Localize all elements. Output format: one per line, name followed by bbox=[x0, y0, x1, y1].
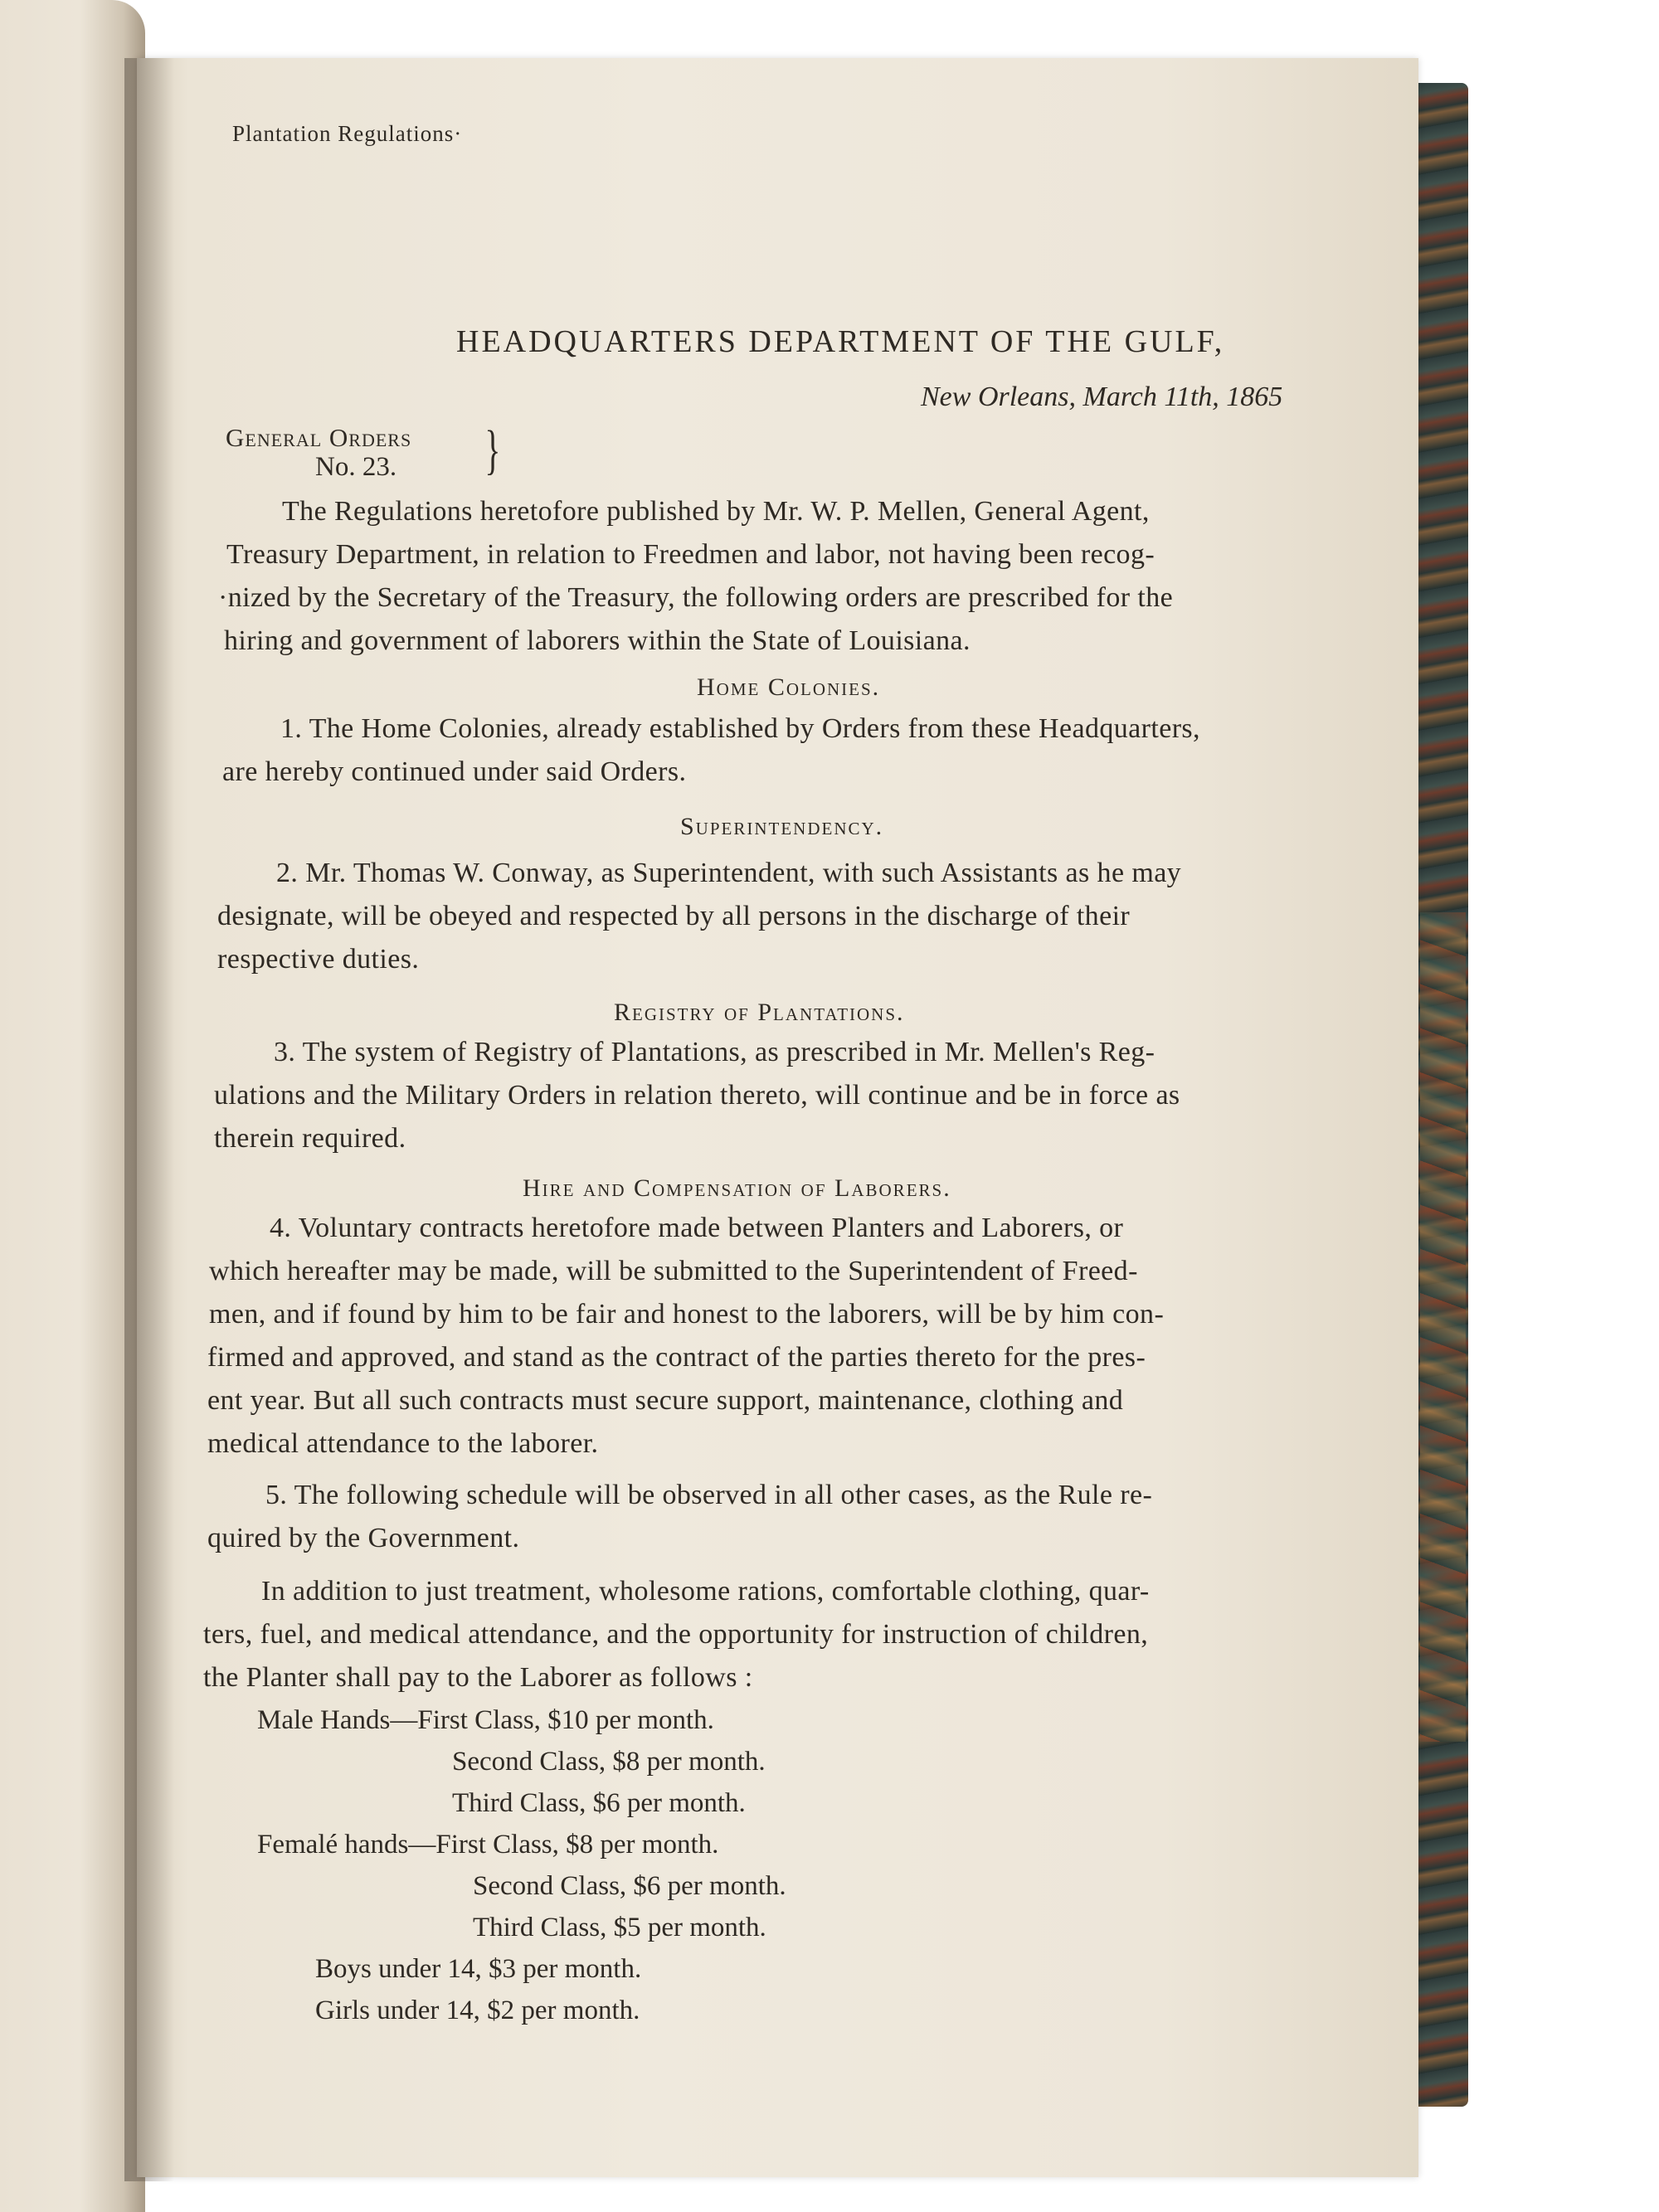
para4-line-2: which hereafter may be made, will be submitted to the Superintendent of Freed- bbox=[209, 1256, 1138, 1286]
para6-line-1: In addition to just treatment, wholesome rations, comfortable clothing, quar- bbox=[261, 1576, 1150, 1607]
wage-female-first: Femalé hands—First Class, $8 per month. bbox=[257, 1830, 719, 1860]
wage-male-second: Second Class, $8 per month. bbox=[452, 1747, 766, 1777]
orders-brace: } bbox=[484, 420, 501, 480]
para6-line-2: ters, fuel, and medical attendance, and the opportunity for instruction of children, bbox=[203, 1619, 1149, 1650]
wage-boys: Boys under 14, $3 per month. bbox=[315, 1954, 642, 1984]
para1-line-1: 1. The Home Colonies, already established by Orders from these Headquarters, bbox=[280, 713, 1200, 744]
para1-line-2: are hereby continued under said Orders. bbox=[222, 756, 687, 787]
general-orders-number: No. 23. bbox=[315, 452, 397, 482]
running-head: Plantation Regulations· bbox=[232, 121, 463, 146]
para2-line-2: designate, will be obeyed and respected by all persons in the discharge of their bbox=[217, 901, 1131, 931]
para4-line-5: ent year. But all such contracts must secure support, maintenance, clothing and bbox=[207, 1385, 1124, 1416]
section-registry: Registry of Plantations. bbox=[614, 999, 905, 1026]
para3-line-2: ulations and the Military Orders in relation thereto, will continue and be in force as bbox=[214, 1080, 1180, 1111]
para6-line-3: the Planter shall pay to the Laborer as follows : bbox=[203, 1662, 753, 1693]
para4-line-1: 4. Voluntary contracts heretofore made between Planters and Laborers, or bbox=[270, 1213, 1124, 1243]
section-home-colonies: Home Colonies. bbox=[697, 673, 881, 701]
headquarters-title: HEADQUARTERS DEPARTMENT OF THE GULF, bbox=[456, 324, 1225, 359]
section-superintendency: Superintendency. bbox=[680, 813, 884, 840]
wage-male-first: Male Hands—First Class, $10 per month. bbox=[257, 1705, 714, 1735]
para2-line-1: 2. Mr. Thomas W. Conway, as Superintendent, with such Assistants as he may bbox=[276, 858, 1182, 888]
document-page bbox=[137, 58, 1418, 2177]
intro-line-1: The Regulations heretofore published by Mr. W. P. Mellen, General Agent, bbox=[282, 496, 1150, 527]
para3-line-3: therein required. bbox=[214, 1123, 406, 1154]
para3-line-1: 3. The system of Registry of Plantations, as prescribed in Mr. Mellen's Reg- bbox=[274, 1037, 1155, 1067]
general-orders-label: General Orders bbox=[226, 423, 412, 452]
para2-line-3: respective duties. bbox=[217, 944, 420, 975]
dateline: New Orleans, March 11th, 1865 bbox=[921, 382, 1283, 412]
para5-line-1: 5. The following schedule will be observed in all other cases, as the Rule re- bbox=[265, 1480, 1153, 1510]
para4-line-4: firmed and approved, and stand as the contract of the parties thereto for the pres- bbox=[207, 1342, 1146, 1373]
marbled-edge bbox=[1420, 912, 1466, 1742]
para4-line-3: men, and if found by him to be fair and honest to the laborers, will be by him con- bbox=[209, 1299, 1165, 1330]
wage-girls: Girls under 14, $2 per month. bbox=[315, 1996, 640, 2025]
wage-male-third: Third Class, $6 per month. bbox=[452, 1788, 746, 1818]
intro-line-4: hiring and government of laborers within the State of Louisiana. bbox=[224, 625, 971, 656]
wage-female-second: Second Class, $6 per month. bbox=[473, 1871, 786, 1901]
para5-line-2: quired by the Government. bbox=[207, 1523, 520, 1553]
para4-line-6: medical attendance to the laborer. bbox=[207, 1428, 599, 1459]
intro-line-3: ·nized by the Secretary of the Treasury, the following orders are prescribed for the bbox=[218, 582, 1174, 613]
left-facing-page bbox=[0, 0, 145, 2212]
intro-line-2: Treasury Department, in relation to Freedmen and labor, not having been recog- bbox=[226, 539, 1155, 570]
section-hire-compensation: Hire and Compensation of Laborers. bbox=[523, 1174, 951, 1202]
wage-female-third: Third Class, $5 per month. bbox=[473, 1913, 766, 1942]
gutter-shadow bbox=[124, 58, 174, 2181]
